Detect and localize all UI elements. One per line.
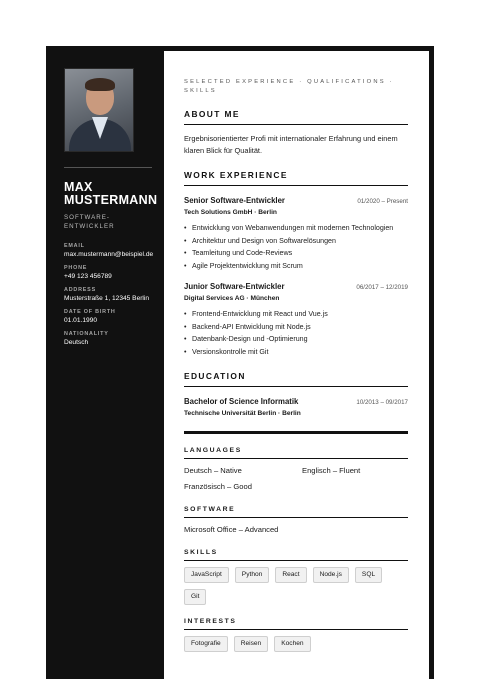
- candidate-role: [64, 213, 152, 231]
- candidate-name: [64, 180, 158, 207]
- education-date: 10/2013 – 09/2017: [356, 399, 408, 406]
- software-value: Microsoft Office – Advanced: [184, 525, 279, 534]
- contact-label: EMAIL: [64, 243, 85, 249]
- education-heading: EDUCATION: [184, 371, 408, 387]
- contact-info: [64, 243, 152, 353]
- sidebar-divider: [64, 167, 152, 168]
- birthdate-value: 01.01.1990: [64, 317, 98, 324]
- job-company: Tech Solutions GmbH · Berlin: [184, 209, 277, 216]
- skill-chip: Git: [184, 589, 206, 605]
- languages-heading: LANGUAGES: [184, 447, 408, 459]
- job-entry: [184, 196, 408, 272]
- contact-nationality: [64, 331, 152, 347]
- role-line-1: SOFTWARE-: [64, 214, 110, 221]
- job-company: Digital Services AG · München: [184, 295, 280, 302]
- contact-phone: [64, 265, 152, 281]
- skills-heading: SKILLS: [184, 549, 408, 561]
- about-text: Ergebnisorientierter Profi mit internationaler Erfahrung und einem klaren Blick für Qualität.: [184, 134, 398, 155]
- education-header: [184, 397, 408, 406]
- interest-chip: Fotografie: [184, 636, 228, 652]
- job-bullet: • Agile Projektentwicklung mit Scrum: [184, 260, 408, 273]
- skill-chip: Node.js: [313, 567, 349, 583]
- language-item: Französisch – Good: [184, 482, 252, 491]
- job-bullet: • Architektur und Design von Softwarelösungen: [184, 235, 408, 248]
- job-bullet: • Backend-API Entwicklung mit Node.js: [184, 321, 408, 334]
- job-header: [184, 196, 408, 205]
- skill-chip: Python: [235, 567, 270, 583]
- interest-chip: Reisen: [234, 636, 269, 652]
- job-title: Junior Software-Entwickler: [184, 282, 285, 291]
- job-date: 01/2020 – Present: [357, 198, 408, 205]
- job-entry: [184, 282, 408, 358]
- name-last: MUSTERMANN: [64, 193, 158, 207]
- resume-page: [46, 46, 434, 679]
- job-header: [184, 282, 408, 291]
- nationality-value: Deutsch: [64, 339, 89, 346]
- section-nav-line-1: SELECTED EXPERIENCE · QUALIFICATIONS ·: [184, 79, 394, 85]
- contact-label: DATE OF BIRTH: [64, 309, 116, 315]
- job-date: 06/2017 – 12/2019: [356, 284, 408, 291]
- degree-title: Bachelor of Science Informatik: [184, 397, 299, 406]
- skill-chip: SQL: [355, 567, 382, 583]
- job-bullets: [184, 222, 408, 272]
- section-nav-line-2: SKILLS: [184, 88, 217, 94]
- languages-list: [184, 465, 408, 493]
- job-bullet: • Entwicklung von Webanwendungen mit modernen Technologien: [184, 222, 408, 235]
- contact-birthdate: [64, 309, 152, 325]
- skill-chip: React: [275, 567, 306, 583]
- work-heading: WORK EXPERIENCE: [184, 170, 408, 186]
- section-divider: [184, 431, 408, 434]
- skill-chip: JavaScript: [184, 567, 229, 583]
- sidebar: [47, 51, 164, 679]
- contact-label: NATIONALITY: [64, 331, 109, 337]
- contact-address: [64, 287, 152, 303]
- job-bullet: • Datenbank-Design und -Optimierung: [184, 333, 408, 346]
- email-value[interactable]: max.mustermann@beispiel.de: [64, 251, 154, 258]
- school-name: Technische Universität Berlin · Berlin: [184, 410, 301, 417]
- job-bullet: • Teamleitung und Code-Reviews: [184, 247, 408, 260]
- section-nav: [184, 78, 408, 96]
- phone-value[interactable]: +49 123 456789: [64, 273, 112, 280]
- language-item: Deutsch – Native: [184, 466, 242, 475]
- contact-email: [64, 243, 152, 259]
- interests-heading: INTERESTS: [184, 618, 408, 630]
- interests-list: [184, 636, 408, 652]
- job-bullets: [184, 308, 408, 358]
- profile-photo: [64, 68, 134, 152]
- contact-label: PHONE: [64, 265, 88, 271]
- name-first: MAX: [64, 180, 93, 194]
- address-value: Musterstraße 1, 12345 Berlin: [64, 295, 150, 302]
- job-title: Senior Software-Entwickler: [184, 196, 285, 205]
- contact-label: ADDRESS: [64, 287, 96, 293]
- job-bullet: • Frontend-Entwicklung mit React und Vue.js: [184, 308, 408, 321]
- main-content: [164, 51, 429, 679]
- about-heading: ABOUT ME: [184, 109, 408, 125]
- job-bullet: • Versionskontrolle mit Git: [184, 346, 408, 359]
- role-line-2: ENTWICKLER: [64, 223, 115, 230]
- interest-chip: Kochen: [274, 636, 310, 652]
- education-entry: [184, 397, 408, 417]
- software-heading: SOFTWARE: [184, 506, 408, 518]
- language-item: Englisch – Fluent: [302, 466, 361, 475]
- skills-list: [184, 567, 408, 605]
